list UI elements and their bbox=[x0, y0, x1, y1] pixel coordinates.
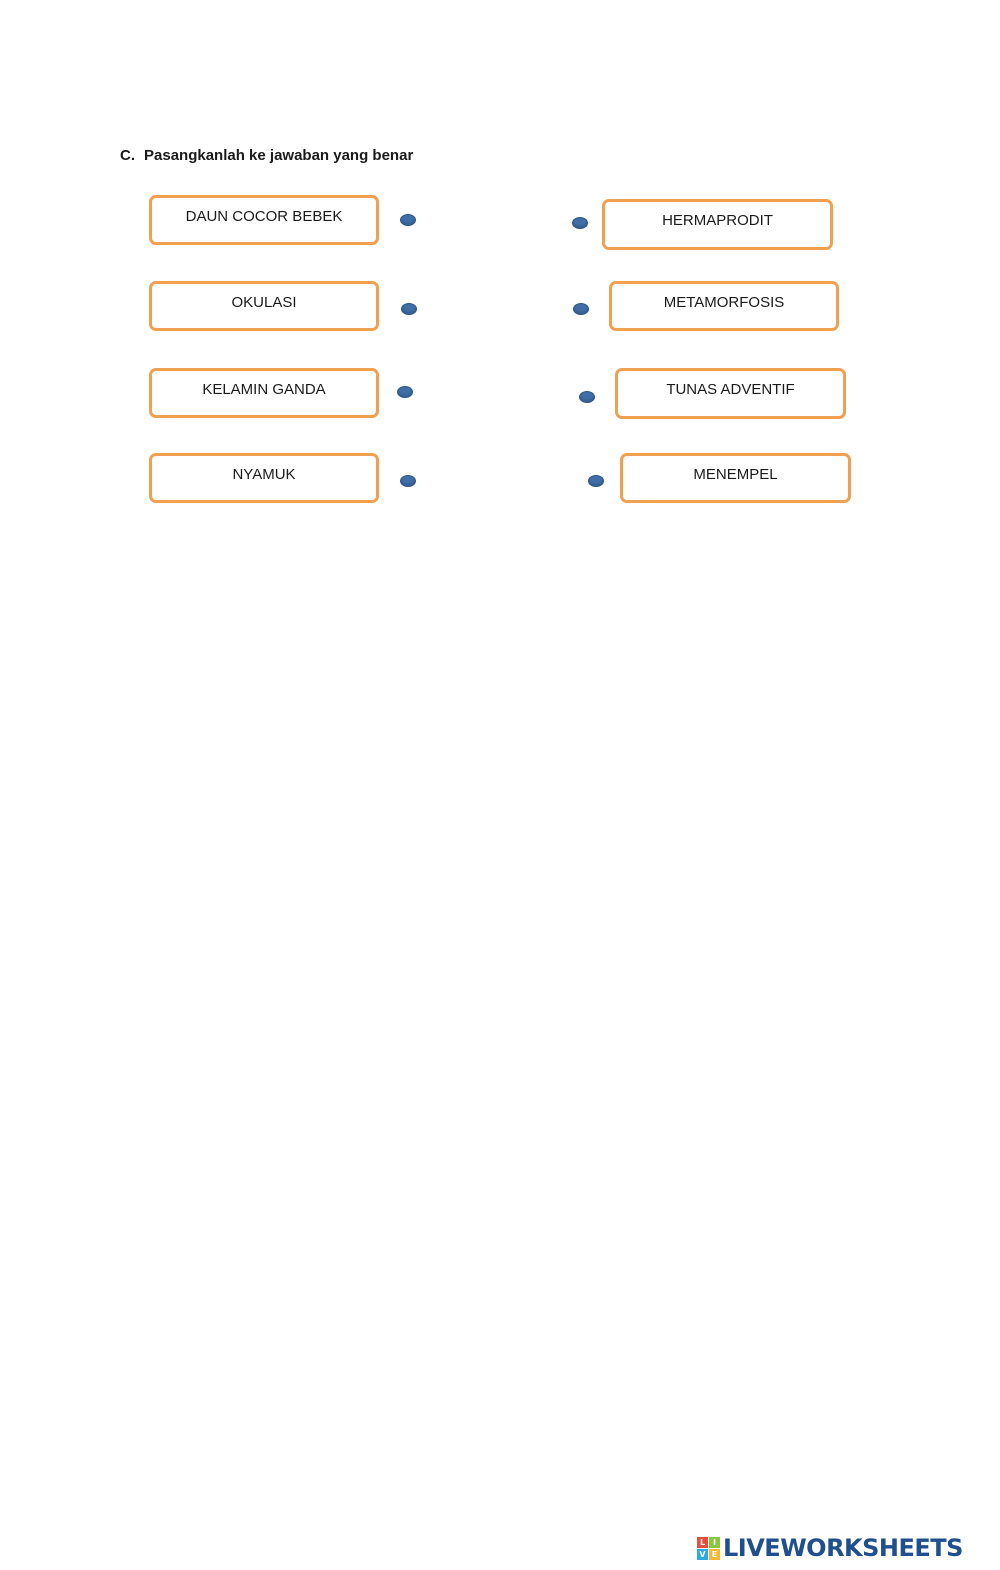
right-item-label: TUNAS ADVENTIF bbox=[666, 381, 795, 398]
left-item-box bbox=[149, 453, 379, 503]
instruction-number: C. bbox=[120, 147, 135, 164]
right-connector-dot[interactable] bbox=[579, 391, 595, 403]
logo-mark-icon: L I V E bbox=[697, 1537, 720, 1560]
left-connector-dot[interactable] bbox=[401, 303, 417, 315]
left-connector-dot[interactable] bbox=[397, 386, 413, 398]
left-item-box bbox=[149, 195, 379, 245]
right-connector-dot[interactable] bbox=[588, 475, 604, 487]
left-item-label: KELAMIN GANDA bbox=[202, 381, 326, 398]
right-connector-dot[interactable] bbox=[572, 217, 588, 229]
instruction bbox=[120, 147, 413, 164]
left-item-label: DAUN COCOR BEBEK bbox=[185, 208, 343, 225]
right-connector-dot[interactable] bbox=[573, 303, 589, 315]
right-item-box bbox=[602, 199, 833, 250]
liveworksheets-logo bbox=[697, 1533, 963, 1563]
instruction-text: Pasangkanlah ke jawaban yang benar bbox=[144, 147, 414, 164]
right-item-label: MENEMPEL bbox=[693, 466, 778, 483]
left-item-box bbox=[149, 368, 379, 418]
right-item-box bbox=[615, 368, 846, 419]
left-connector-dot[interactable] bbox=[400, 214, 416, 226]
left-item-label: OKULASI bbox=[231, 294, 297, 311]
right-item-box bbox=[609, 281, 839, 331]
left-item-box bbox=[149, 281, 379, 331]
right-item-label: HERMAPRODIT bbox=[662, 212, 773, 229]
right-item-label: METAMORFOSIS bbox=[663, 294, 785, 311]
right-item-box bbox=[620, 453, 851, 503]
logo-text: LIVEWORKSHEETS bbox=[723, 1534, 963, 1562]
left-item-label: NYAMUK bbox=[232, 466, 296, 483]
left-connector-dot[interactable] bbox=[400, 475, 416, 487]
